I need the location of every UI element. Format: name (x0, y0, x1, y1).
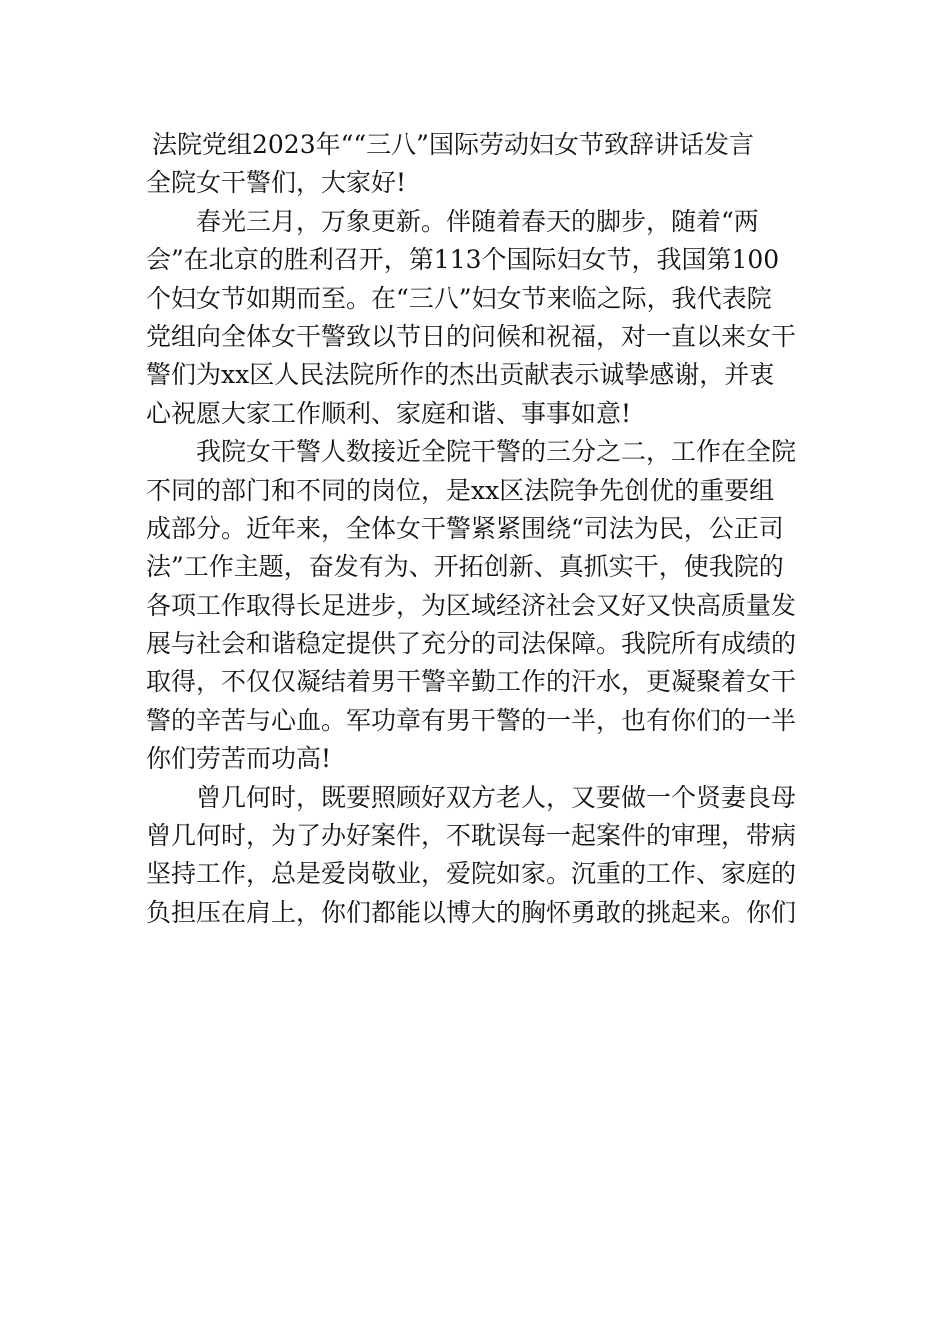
paragraph-line: 负担压在肩上，你们都能以博大的胸怀勇敢的挑起来。你们 (146, 897, 797, 927)
paragraph-line: 各项工作取得长足进步，为区域经济社会又好又快高质量发 (146, 590, 797, 620)
paragraph-line: 心祝愿大家工作顺利、家庭和谐、事事如意! (146, 398, 632, 428)
paragraph-line: 警的辛苦与心血。军功章有男干警的一半，也有你们的一半 (146, 705, 797, 735)
paragraph-line: 曾几何时，既要照顾好双方老人，又要做一个贤妻良母 (196, 782, 797, 812)
paragraph-line: 会”在北京的胜利召开，第113个国际妇女节，我国第100 (146, 245, 780, 275)
paragraph-3 (146, 779, 806, 933)
paragraph-line: 取得，不仅仅凝结着男干警辛勤工作的汗水，更凝聚着女干 (146, 667, 797, 697)
salutation: 全院女干警们，大家好! (146, 168, 407, 198)
paragraph-line: 法”工作主题，奋发有为、开拓创新、真抓实干，使我院的 (146, 552, 784, 582)
paragraph-line: 党组向全体女干警致以节日的问候和祝福，对一直以来女干 (146, 321, 797, 351)
paragraph-1 (146, 203, 806, 433)
document-body (146, 126, 806, 932)
paragraph-line: 成部分。近年来，全体女干警紧紧围绕“司法为民，公正司 (146, 513, 784, 543)
paragraph-line: 坚持工作，总是爱岗敬业，爱院如家。沉重的工作、家庭的 (146, 859, 797, 889)
paragraph-line: 你们劳苦而功高! (146, 744, 332, 774)
paragraph-line: 春光三月，万象更新。伴随着春天的脚步，随着“两 (196, 206, 759, 236)
document-title: 法院党组2023年““三八”国际劳动妇女节致辞讲话发言 (152, 130, 754, 159)
paragraph-line: 我院女干警人数接近全院干警的三分之二，工作在全院 (196, 437, 797, 467)
paragraph-line: 展与社会和谐稳定提供了充分的司法保障。我院所有成绩的 (146, 629, 797, 659)
paragraph-2 (146, 433, 806, 779)
paragraph-line: 不同的部门和不同的岗位，是xx区法院争先创优的重要组 (146, 475, 775, 505)
paragraph-line: 曾几何时，为了办好案件，不耽误每一起案件的审理，带病 (146, 821, 797, 851)
paragraph-line: 警们为xx区人民法院所作的杰出贡献表示诚挚感谢，并衷 (146, 360, 775, 390)
paragraph-line: 个妇女节如期而至。在“三八”妇女节来临之际，我代表院 (146, 283, 772, 313)
